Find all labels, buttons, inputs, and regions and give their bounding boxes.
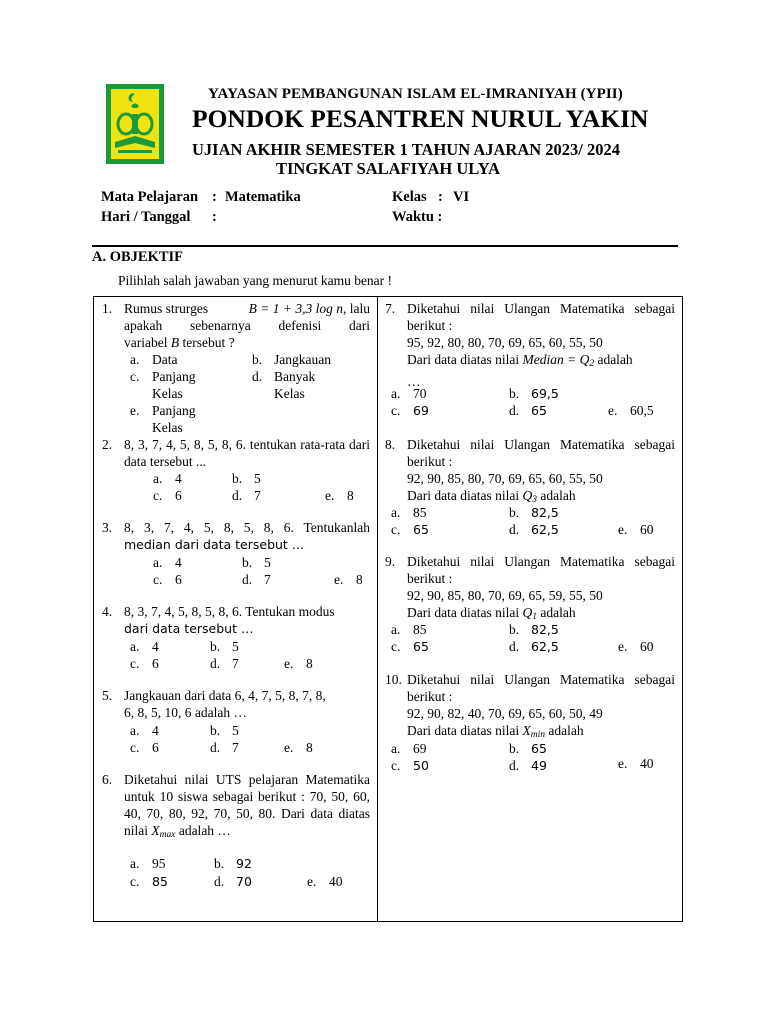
option-d[interactable]: d. 49	[509, 758, 547, 773]
option-a[interactable]: a. 95	[130, 856, 166, 871]
question-text: adalah	[548, 723, 584, 738]
header-divider	[92, 245, 678, 247]
question-number: 8.	[385, 437, 396, 452]
subject-separator: :	[212, 189, 217, 205]
option-c[interactable]: c. 65	[391, 639, 429, 654]
option-c[interactable]: c. 6	[130, 740, 159, 755]
question-number: 4.	[102, 604, 113, 619]
question-number: 3.	[102, 520, 113, 535]
option-e-continued: Kelas	[152, 420, 183, 435]
option-d[interactable]: d. 7	[242, 572, 271, 587]
question-number: 1.	[102, 301, 113, 316]
option-d[interactable]: d. 7	[210, 656, 239, 671]
question-data: 92, 90, 82, 40, 70, 69, 65, 60, 50, 49	[407, 706, 603, 721]
option-b[interactable]: b. 5	[210, 639, 239, 654]
option-e[interactable]: e. 8	[284, 656, 313, 671]
option-d[interactable]: d. 70	[214, 874, 252, 889]
exam-level: TINGKAT SALAFIYAH ULYA	[276, 159, 501, 178]
exam-header	[106, 84, 696, 178]
option-a[interactable]: a. 85	[391, 505, 427, 520]
option-b[interactable]: b. 92	[214, 856, 252, 871]
school-name: PONDOK PESANTREN NURUL YAKIN	[192, 104, 649, 133]
subscript: 1	[532, 612, 537, 622]
option-b[interactable]: b. Jangkauan	[252, 352, 331, 367]
option-d[interactable]: d. 7	[210, 740, 239, 755]
question-text: 8, 3, 7, 4, 5, 8, 5, 8, 6. tentukan rata-rata dari data tersebut ...	[124, 437, 370, 469]
option-a[interactable]: a. 69	[391, 741, 427, 756]
option-b[interactable]: b. 5	[232, 471, 261, 486]
question-text: adalah	[597, 352, 633, 367]
option-a[interactable]: a. Data	[130, 352, 178, 367]
class-separator: :	[438, 189, 443, 205]
question-text: tersebut ?	[182, 335, 235, 350]
subject-value: Matematika	[225, 189, 301, 205]
question-text: Dari data diatas nilai	[407, 352, 520, 367]
subscript: 3	[532, 495, 537, 505]
option-e[interactable]: e. 60	[618, 639, 654, 654]
variable-q: Q	[522, 605, 533, 620]
option-b[interactable]: b. 65	[509, 741, 547, 756]
option-d[interactable]: d. 65	[509, 403, 547, 418]
option-b[interactable]: b. 5	[210, 723, 239, 738]
question-number: 9.	[385, 554, 396, 569]
sturges-formula: B = 1 + 3,3 log n	[248, 301, 343, 316]
day-separator: :	[212, 209, 217, 225]
question-data: 95, 92, 80, 80, 70, 69, 65, 60, 55, 50	[407, 335, 603, 350]
option-c[interactable]: c. 50	[391, 758, 429, 773]
exam-title: UJIAN AKHIR SEMESTER 1 TAHUN AJARAN 2023/ 2024	[192, 140, 620, 159]
question-text: Diketahui nilai Ulangan Matematika sebagai berikut :	[407, 554, 675, 586]
question-text: adalah …	[178, 823, 231, 838]
option-c[interactable]: c. 69	[391, 403, 429, 418]
question-text: median dari data tersebut …	[124, 537, 305, 552]
question-text: Rumus strurges	[124, 301, 209, 316]
median-formula: Median = Q	[522, 352, 590, 367]
subscript-min: min	[530, 730, 545, 740]
subscript: 2	[589, 359, 595, 369]
question-number: 10.	[385, 672, 402, 687]
option-c[interactable]: c. Panjang	[130, 369, 196, 384]
option-c[interactable]: c. 6	[130, 656, 159, 671]
option-e[interactable]: e. 40	[307, 874, 343, 889]
option-d[interactable]: d. Banyak	[252, 369, 316, 384]
option-d-continued: Kelas	[274, 386, 305, 401]
option-e[interactable]: e. 40	[618, 756, 654, 771]
option-e[interactable]: e. 60,5	[608, 403, 654, 418]
question-text: Diketahui nilai Ulangan Matematika sebagai berikut :	[407, 672, 675, 704]
question-text: Jangkauan dari data 6, 4, 7, 5, 8, 7, 8,	[124, 688, 326, 703]
option-d[interactable]: d. 62,5	[509, 639, 559, 654]
question-text: Dari data diatas nilai	[407, 488, 520, 503]
option-b[interactable]: b. 69,5	[509, 386, 559, 401]
option-c[interactable]: c. 85	[130, 874, 168, 889]
question-number: 5.	[102, 688, 113, 703]
option-d[interactable]: d. 7	[232, 488, 261, 503]
subscript-max: max	[159, 830, 176, 840]
option-e[interactable]: e. 8	[284, 740, 313, 755]
question-number: 7.	[385, 301, 396, 316]
option-e[interactable]: e. 8	[334, 572, 363, 587]
question-text: Diketahui nilai Ulangan Matematika sebagai berikut :	[407, 437, 675, 469]
variable-q: Q	[522, 488, 533, 503]
question-text: apakah sebenarnya defenisi dari	[124, 318, 370, 333]
variable-b: B	[170, 335, 180, 350]
question-text: variabel	[124, 335, 168, 350]
column-divider	[377, 297, 378, 921]
option-a[interactable]: a. 70	[391, 386, 427, 401]
time-label: Waktu :	[392, 209, 443, 225]
day-label: Hari / Tanggal	[101, 209, 191, 225]
question-text: Dari data diatas nilai	[407, 723, 520, 738]
variable-x: X	[151, 823, 160, 838]
option-c-continued: Kelas	[152, 386, 183, 401]
question-text: adalah	[540, 605, 576, 620]
option-c[interactable]: c. 65	[391, 522, 429, 537]
question-text: Dari data diatas nilai	[407, 605, 520, 620]
question-text: adalah	[540, 488, 576, 503]
question-number: 2.	[102, 437, 113, 452]
question-text: 8, 3, 7, 4, 5, 8, 5, 8, 6. Tentukanlah	[124, 520, 370, 535]
option-e[interactable]: e. 8	[325, 488, 354, 503]
section-instruction: Pilihlah salah jawaban yang menurut kamu benar !	[118, 273, 393, 288]
section-title: A. OBJEKTIF	[92, 249, 184, 265]
question-number: 6.	[102, 772, 113, 787]
class-label: Kelas	[392, 189, 427, 205]
institution-name: YAYASAN PEMBANGUNAN ISLAM EL-IMRANIYAH (YPII)	[208, 86, 623, 102]
question-text: dari data tersebut …	[124, 621, 254, 636]
school-logo-icon	[106, 84, 164, 164]
question-text: 6, 8, 5, 10, 6 adalah …	[124, 705, 247, 720]
option-a[interactable]: a. 4	[130, 639, 159, 654]
option-c[interactable]: c. 6	[153, 488, 182, 503]
option-d[interactable]: d. 62,5	[509, 522, 559, 537]
question-data: 92, 90, 85, 80, 70, 69, 65, 59, 55, 50	[407, 588, 603, 603]
option-a[interactable]: a. 4	[130, 723, 159, 738]
question-data: 92, 90, 85, 80, 70, 69, 65, 60, 55, 50	[407, 471, 603, 486]
question-text: Diketahui nilai Ulangan Matematika sebagai berikut :	[407, 301, 675, 333]
question-table	[93, 296, 683, 922]
question-text: Diketahui nilai UTS pelajaran Matematika untuk 10 siswa sebagai berikut : 70, 50, 60, 40, 70, 80, 92, 70, 50, 80. Dari data diatas nilai	[124, 772, 370, 838]
option-b[interactable]: b. 82,5	[509, 622, 559, 637]
question-text: …	[407, 374, 421, 389]
option-c[interactable]: c. 6	[153, 572, 182, 587]
question-text: , lalu	[343, 301, 370, 316]
option-a[interactable]: a. 4	[153, 471, 182, 486]
option-e[interactable]: e. Panjang	[130, 403, 196, 418]
option-a[interactable]: a. 85	[391, 622, 427, 637]
option-b[interactable]: b. 5	[242, 555, 271, 570]
question-text: 8, 3, 7, 4, 5, 8, 5, 8, 6. Tentukan modus	[124, 604, 335, 619]
option-b[interactable]: b. 82,5	[509, 505, 559, 520]
variable-x: X	[522, 723, 531, 738]
class-value: VI	[453, 189, 470, 205]
option-e[interactable]: e. 60	[618, 522, 654, 537]
option-a[interactable]: a. 4	[153, 555, 182, 570]
subject-label: Mata Pelajaran	[101, 189, 199, 205]
